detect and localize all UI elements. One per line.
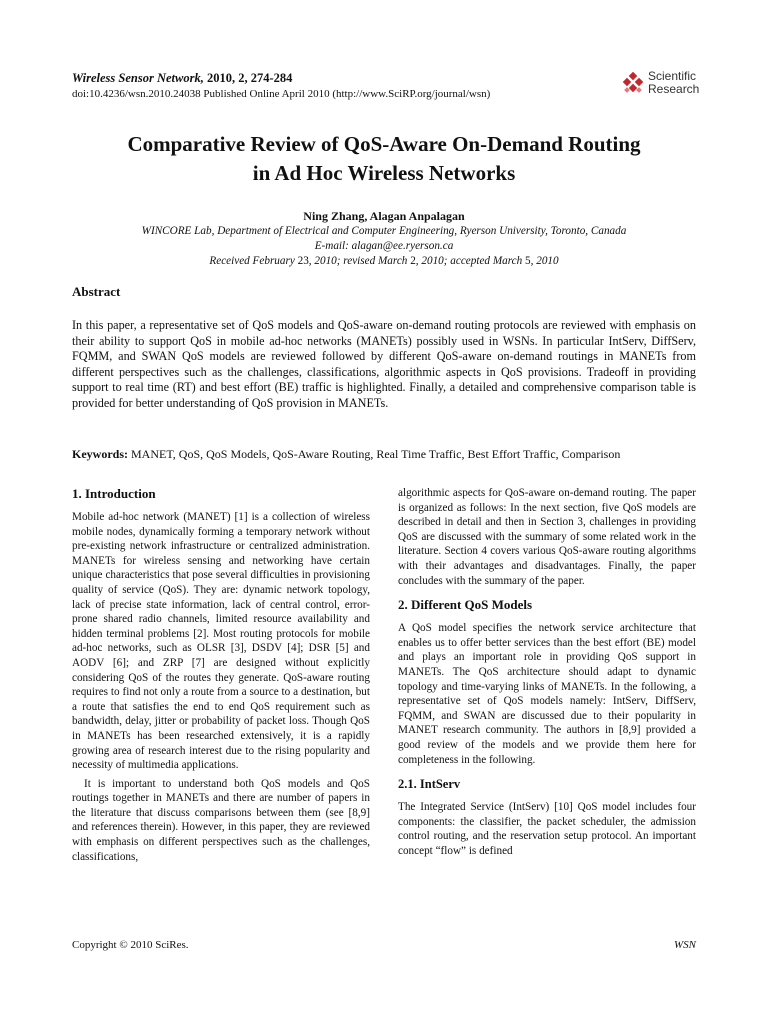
affiliation: WINCORE Lab, Department of Electrical and Computer Engineering, Ryerson University, Toronto, Canada: [141, 225, 627, 237]
left-column: [72, 486, 370, 868]
subsection-heading-intserv: 2.1. IntServ: [398, 777, 461, 792]
intro-paragraph-2: It is important to understand both QoS models and QoS routings together in MANETs and there are number of papers in the literature that discuss comparisons between them (see [8,9] and references therein). However, in this paper, they are reviewed with emphasis on different perspectives such as the challenges, classifications,: [72, 777, 370, 863]
author-metadata: [40, 224, 728, 269]
publisher-name: [648, 70, 699, 96]
email: E-mail: alagan@ee.ryerson.ca: [314, 240, 454, 252]
footer-journal: WSN: [674, 939, 696, 951]
accepted-day: 5: [525, 255, 531, 267]
intserv-paragraph: The Integrated Service (IntServ) [10] QoS model includes four components: the classifier, the packet scheduler, the admission control routing, and the reservation setup protocol. An important concept “flow” is defined: [398, 801, 696, 857]
logo-text-line2: Research: [648, 82, 700, 96]
section-heading-introduction: 1. Introduction: [72, 486, 156, 501]
revised-label: , 2010; revised March: [308, 255, 411, 267]
journal-issue: 2010, 2, 274-284: [206, 71, 293, 85]
publisher-logo: [622, 70, 712, 100]
author-list: Ning Zhang, Alagan Anpalagan: [303, 209, 465, 223]
keywords-text: MANET, QoS, QoS Models, QoS-Aware Routing, Real Time Traffic, Best Effort Traffic, Comparison: [131, 447, 621, 461]
journal-header: [72, 70, 702, 101]
keywords: [72, 447, 712, 462]
abstract-heading: Abstract: [72, 284, 121, 299]
qos-models-paragraph: A QoS model specifies the network service architecture that enables us to offer better services than the best effort (BE) model and plays an important role in providing QoS support in MANETs. The QoS architecture should adapt to dynamic topology and time-varying links of MANETs. In the following, a representative set of QoS models namely: IntServ, DiffServ, FQMM, and SWAN are discussed due to their popularity in MANET research community. The authors in [8,9] provided a good review of the models and we provide them here for completeness in the following.: [398, 622, 696, 766]
received-day: 23: [297, 255, 309, 267]
journal-name: Wireless Sensor Network,: [72, 71, 204, 85]
received-dates: [40, 254, 728, 269]
accepted-label: , 2010; accepted March: [415, 255, 526, 267]
title-line-1: Comparative Review of QoS-Aware On-Demand Routing: [127, 132, 641, 156]
received-label: Received February: [209, 255, 298, 267]
paper-title: [40, 130, 728, 188]
keywords-label: Keywords:: [72, 447, 128, 461]
journal-citation: [72, 70, 702, 86]
year-end: , 2010: [530, 255, 559, 267]
doi-line: doi:10.4236/wsn.2010.24038 Published Online April 2010 (http://www.SciRP.org/journal/wsn): [72, 88, 491, 100]
scientific-research-logo-icon: [622, 72, 644, 96]
intro-paragraph-3: algorithmic aspects for QoS-aware on-demand routing. The paper is organized as follows: In the next section, five QoS models are described in detail and then in Section 3, challenges in providing QoS are discussed with the summary of some related work in the literature. Section 4 covers various QoS-aware routing algorithms with their advantages and disadvantages. Finally, the paper concludes with the summary of the paper.: [398, 487, 696, 587]
title-line-2: in Ad Hoc Wireless Networks: [252, 161, 516, 185]
logo-text-line1: Scientific: [648, 69, 697, 83]
abstract-text: In this paper, a representative set of QoS models and QoS-aware on-demand routing protocols are reviewed with emphasis on their ability to support QoS in mobile ad-hoc networks (MANETs) possibly used in WSNs. In particular IntServ, DiffServ, FQMM, and SWAN QoS models are reviewed followed by different QoS-aware on-demand routings in MANETs from different perspectives such as the challenges, classifications, algorithmic aspects in QoS provisions. Tradeoff in providing support to real time (RT) and best effort (BE) traffic is highlighted. Finally, a detailed and comprehensive comparison table is provided for better understanding of QoS provision in MANETs.: [72, 318, 696, 410]
right-column: [398, 486, 696, 862]
section-heading-qos-models: 2. Different QoS Models: [398, 597, 533, 613]
intro-paragraph-1: Mobile ad-hoc network (MANET) [1] is a collection of wireless mobile nodes, dynamically forming a temporary network without pre-existing network infrastructure or centralized administration. MANETs for wireless sensing and networking have certain unique characteristics that pose several difficulties in provisioning quality of service (QoS). They are: dynamic network topology, lack of precise state information, lack of central control, error-prone shared radio channels, limited resource availability and hidden terminal problems [2]. Most routing protocols for mobile ad-hoc networks, such as OLSR [3], DSDV [4]; DSR [5] and AODV [6]; and ZRP [7] are designed without explicitly considering QoS of the routes they generate. QoS-aware routing requires to find not only a route from a source to a destination, but a route that satisfies the end to end QoS requirement such as bandwidth, delay, jitter or probability of packet loss. Though QoS in MANETs has been researched extensively, it is a rapidly growing area of research interest due to the rising popularity and necessity of multimedia applications.: [72, 511, 370, 772]
footer-copyright: Copyright © 2010 SciRes.: [72, 939, 189, 951]
revised-day: 2: [410, 255, 416, 267]
